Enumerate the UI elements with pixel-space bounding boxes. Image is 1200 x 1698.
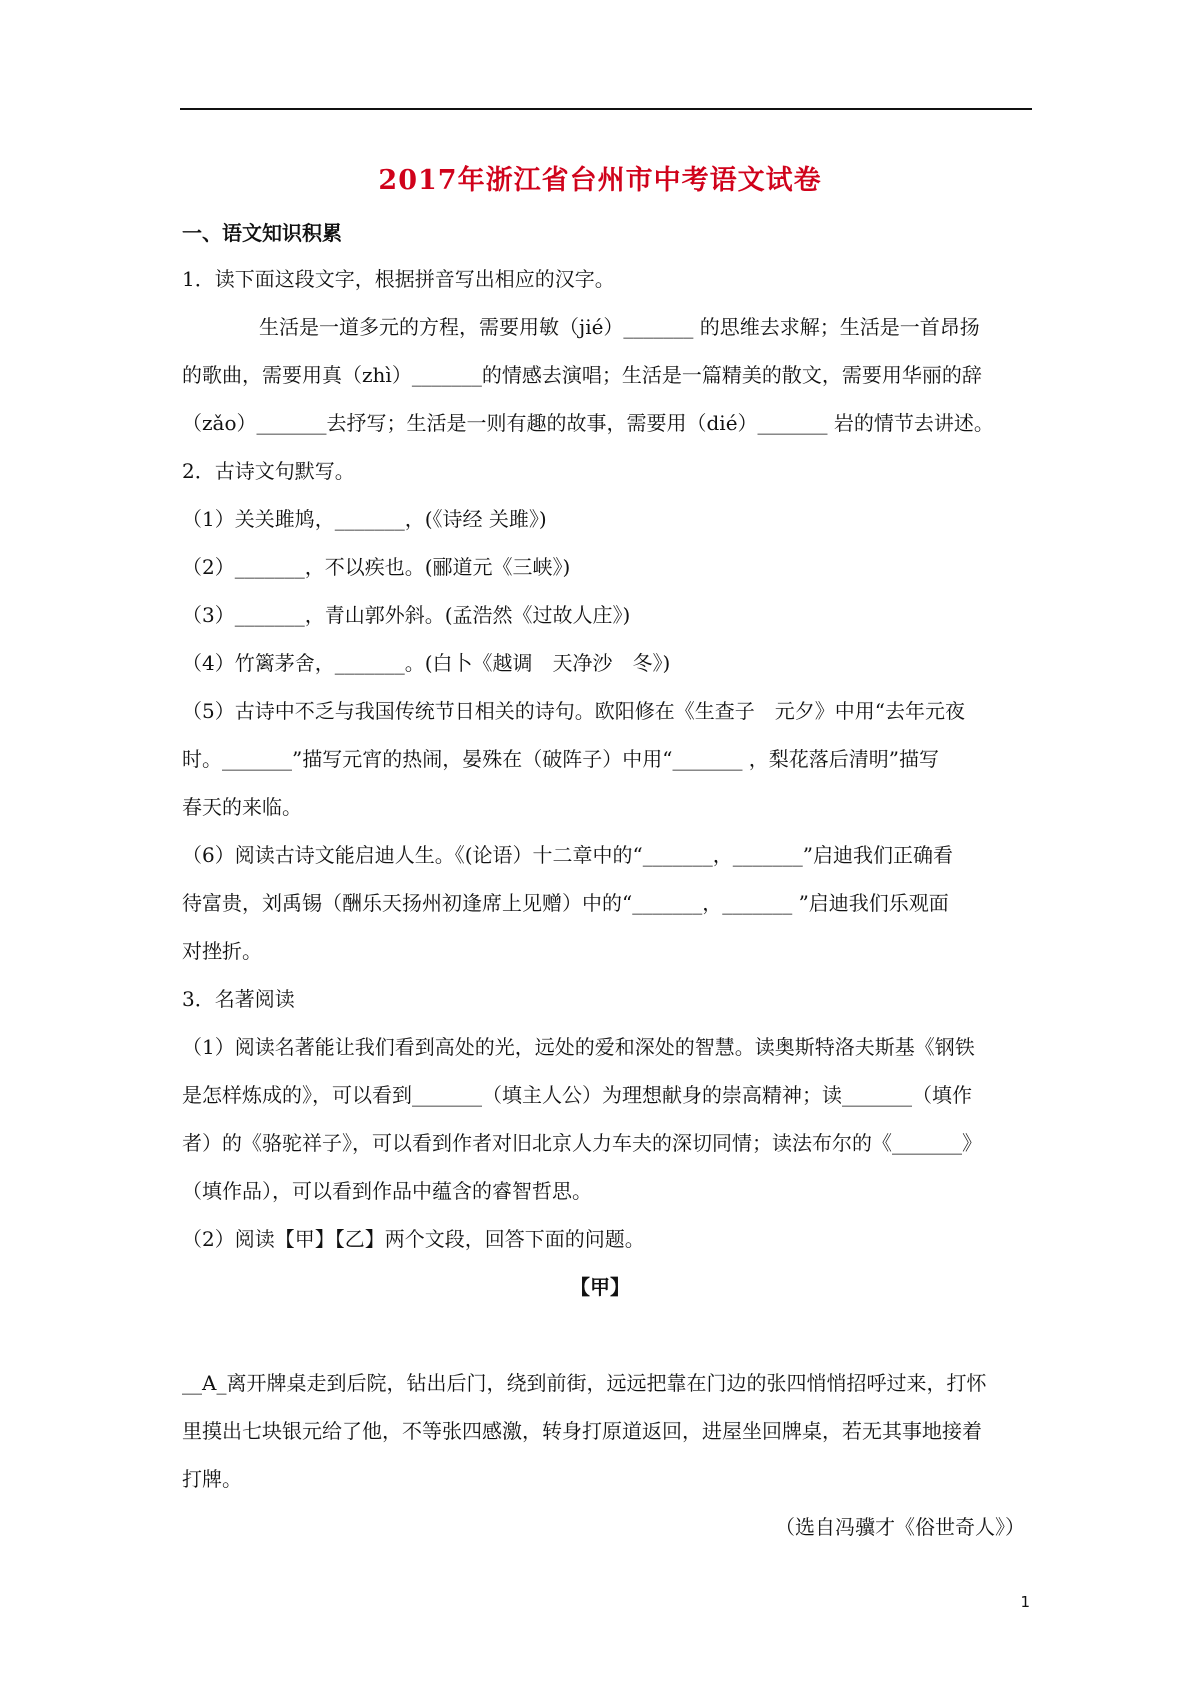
question-2-prompt: 2．古诗文句默写。 xyxy=(182,459,355,483)
page-number: 1 xyxy=(1020,1593,1030,1611)
question-1-text-line: 生活是一道多元的方程，需要用敏（jié）_______ 的思维去求解；生活是一首昂扬 xyxy=(259,315,980,339)
section-heading: 一、语文知识积累 xyxy=(182,221,342,245)
question-3-item: （2）阅读【甲】【乙】两个文段，回答下面的问题。 xyxy=(182,1227,645,1251)
passage-heading: 【甲】 xyxy=(570,1275,630,1299)
question-3-item: （1）阅读名著能让我们看到高处的光，远处的爱和深处的智慧。读奥斯特洛夫斯基《钢铁 xyxy=(182,1035,975,1059)
question-2-item: （3）_______，青山郭外斜。(孟浩然《过故人庄》) xyxy=(182,603,631,627)
question-2-item: （2）_______，不以疾也。(郦道元《三峡》) xyxy=(182,555,571,579)
passage-line: __A_离开牌桌走到后院，钻出后门，绕到前街，远远把靠在门边的张四悄悄招呼过来，打怀 xyxy=(182,1371,987,1395)
question-3-prompt: 3．名著阅读 xyxy=(182,987,295,1011)
question-1-text-line: （zǎo）_______去抒写；生活是一则有趣的故事，需要用（dié）_______ 岩的情节去讲述。 xyxy=(182,411,994,435)
question-2-item: （1）关关雎鸠，_______，(《诗经 关雎》) xyxy=(182,507,547,531)
question-2-item: （4）竹篱茅舍，_______。(白卜《越调 天净沙 冬》) xyxy=(182,651,671,675)
passage-source: （选自冯骥才《俗世奇人》） xyxy=(775,1515,1025,1539)
question-1-prompt: 1．读下面这段文字，根据拼音写出相应的汉字。 xyxy=(182,267,615,291)
question-2-item: 时。_______”描写元宵的热闹，晏殊在（破阵子）中用“_______ ，梨花落后清明”描写 xyxy=(182,747,940,771)
question-1-text-line: 的歌曲，需要用真（zhì）_______的情感去演唱；生活是一篇精美的散文，需要用华丽的辞 xyxy=(182,363,982,387)
question-3-item: 者）的《骆驼祥子》，可以看到作者对旧北京人力车夫的深切同情；读法布尔的《_______》 xyxy=(182,1131,982,1155)
question-2-item: 春天的来临。 xyxy=(182,795,302,819)
question-2-item: 待富贵，刘禹锡（酬乐天扬州初逢席上见赠）中的“_______，_______ ”启迪我们乐观面 xyxy=(182,891,949,915)
question-3-item: （填作品），可以看到作品中蕴含的睿智哲思。 xyxy=(182,1179,592,1203)
page-title: 2017年浙江省台州市中考语文试卷 xyxy=(378,165,822,196)
passage-line: 打牌。 xyxy=(182,1467,242,1491)
question-2-item: （6）阅读古诗文能启迪人生。《(论语）十二章中的“_______，_______”启迪我们正确看 xyxy=(182,843,953,867)
question-2-item: 对挫折。 xyxy=(182,939,262,963)
header-rule xyxy=(180,108,1032,110)
passage-line: 里摸出七块银元给了他，不等张四感激，转身打原道返回，进屋坐回牌桌，若无其事地接着 xyxy=(182,1419,982,1443)
question-2-item: （5）古诗中不乏与我国传统节日相关的诗句。欧阳修在《生查子 元夕》中用“去年元夜 xyxy=(182,699,965,723)
question-3-item: 是怎样炼成的》，可以看到_______（填主人公）为理想献身的崇高精神；读_______（填作 xyxy=(182,1083,972,1107)
